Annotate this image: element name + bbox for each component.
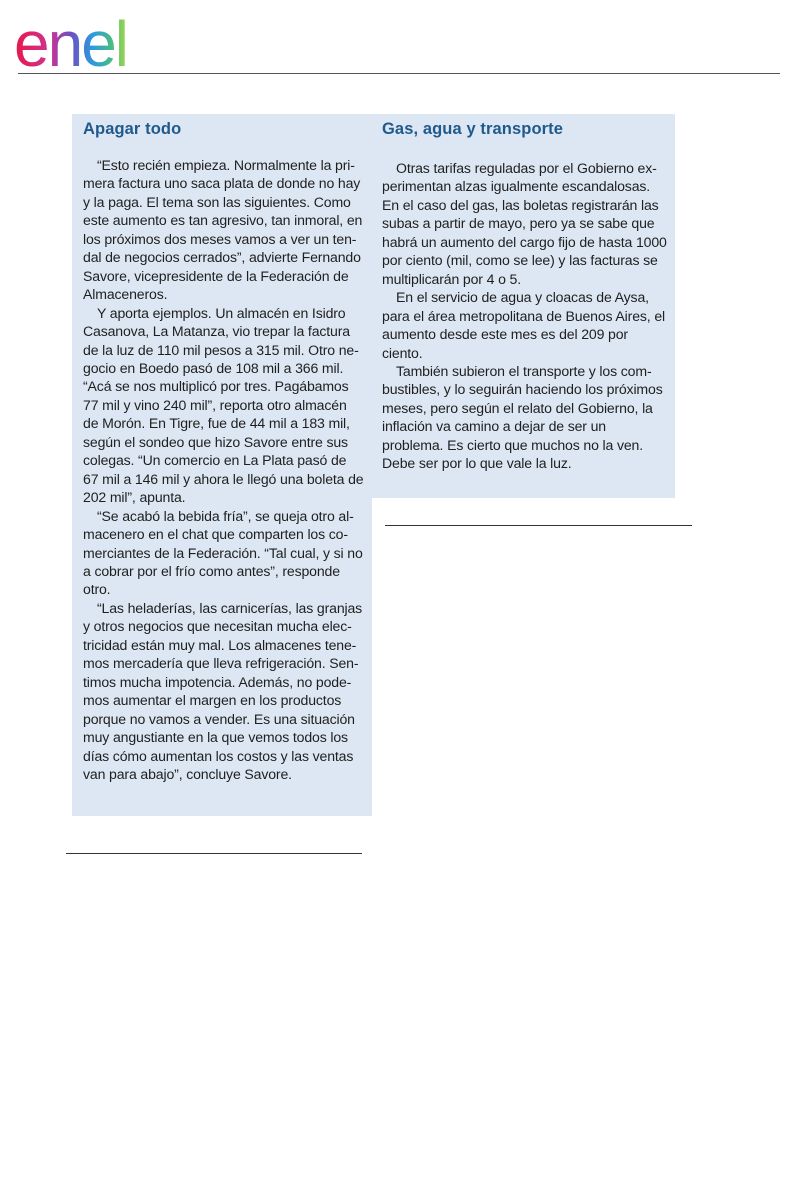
enel-logo <box>14 8 184 72</box>
box-title: Apagar todo <box>83 120 182 138</box>
sidebar-box-apagar-todo <box>72 114 372 816</box>
paragraph: En el servicio de agua y cloacas de Aysa, para el área metropolitana de Buenos Aires, el aumento desde este mes es del 209 por ciento. <box>382 289 665 361</box>
paragraph: “Las heladerías, las carnicerías, las granjas y otros negocios que necesitan mucha electricidad están muy mal. Los almacenes tenemos mercadería que lleva refrigeración. Sentimos mucha impotencia. Además, no podemos aumentar el margen en los productos porque no vamos a vender. Es una situación muy angustiante en la que vemos todos los días cómo aumentan los costos y las ventas van para abajo”, concluye Savore. <box>83 599 363 782</box>
sidebar-box-gas-agua-transporte <box>372 114 675 498</box>
paragraph: “Esto recién empieza. Normalmente la primera factura uno saca plata de donde no hay y la paga. El tema son las siguientes. Como este aumento es tan agresivo, tan inmoral, en los próximos dos meses vamos a ver un tendal de negocios cerrados”, advierte Fernando Savore, vicepresidente de la Federación de Almaceneros. <box>83 157 363 303</box>
header-divider <box>18 73 780 74</box>
divider-line <box>66 853 362 854</box>
paragraph: “Se acabó la bebida fría”, se queja otro almacenero en el chat que comparten los comerciantes de la Federación. “Tal cual, y si no a cobrar por el frío como antes”, responde otro. <box>83 507 363 598</box>
box-title: Gas, agua y transporte <box>382 120 564 138</box>
paragraph: Y aporta ejemplos. Un almacén en Isidro Casanova, La Matanza, vio trepar la factura de la luz de 110 mil pesos a 315 mil. Otro negocio en Boedo pasó de 108 mil a 366 mil. “Acá se nos multiplicó por tres. Pagábamos 77 mil y vino 240 mil”, reporta otro almacén de Morón. En Tigre, fue de 44 mil a 183 mil, según el sondeo que hizo Savore entre sus colegas. “Un comercio en La Plata pasó de 67 mil a 146 mil y ahora le llegó una boleta de 202 mil”, apunta. <box>83 304 364 506</box>
paragraph: También subieron el transporte y los combustibles, y lo seguirán haciendo los próximos meses, pero según el relato del Gobierno, la inflación va camino a dejar de ser un problema. Es cierto que muchos no la ven. Debe ser por lo que vale la luz. <box>382 362 663 472</box>
paragraph: Otras tarifas reguladas por el Gobierno experimentan alzas igualmente escandalosas. En el caso del gas, las boletas registrarán las subas a partir de mayo, pero ya se sabe que habrá un aumento del cargo fijo de hasta 1000 por ciento (mil, como se lee) y las facturas se multiplicarán por 4 o 5. <box>382 160 667 287</box>
divider-line <box>385 525 692 526</box>
brand-name: enel <box>14 8 127 72</box>
